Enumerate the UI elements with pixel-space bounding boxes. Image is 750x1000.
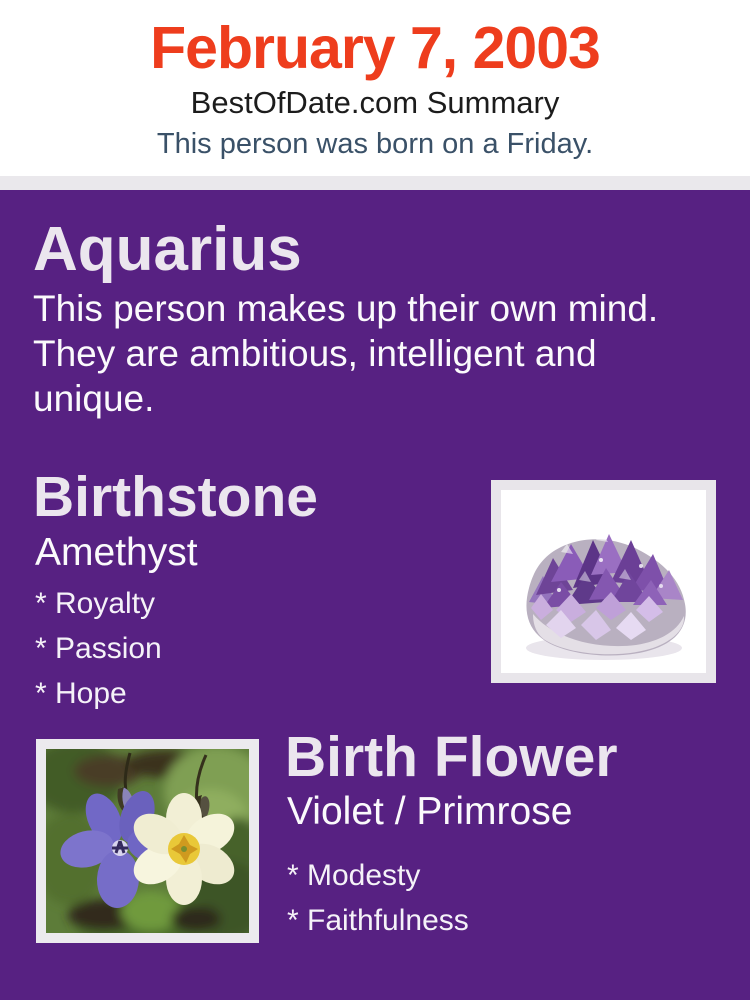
zodiac-description: This person makes up their own mind. They are ambitious, intelligent and unique. (33, 288, 659, 419)
violet-primrose-image (36, 739, 259, 943)
birth-flower-name: Violet / Primrose (287, 790, 573, 833)
birth-flower-heading: Birth Flower (285, 725, 618, 789)
header-divider (0, 176, 750, 190)
zodiac-sign-heading: Aquarius (33, 215, 302, 284)
birthstone-trait-list (35, 581, 162, 716)
birth-flower-trait: * Faithfulness (287, 904, 469, 937)
born-on-weekday-text: This person was born on a Friday. (156, 127, 594, 160)
date-title: February 7, 2003 (150, 15, 600, 81)
violet-primrose-art (46, 749, 249, 933)
birthstone-trait: * Hope (35, 677, 127, 710)
site-summary-title: BestOfDate.com Summary (190, 84, 560, 120)
page-header (0, 0, 750, 176)
birth-flower-trait-list (287, 853, 469, 943)
birthstone-trait: * Passion (35, 632, 162, 665)
amethyst-image (491, 480, 716, 683)
birthstone-trait: * Royalty (35, 587, 156, 620)
amethyst-crystal-art (501, 490, 706, 673)
birth-flower-trait: * Modesty (287, 859, 421, 892)
birthstone-name: Amethyst (35, 531, 198, 574)
birthstone-heading: Birthstone (33, 465, 318, 529)
summary-content (0, 190, 750, 1000)
